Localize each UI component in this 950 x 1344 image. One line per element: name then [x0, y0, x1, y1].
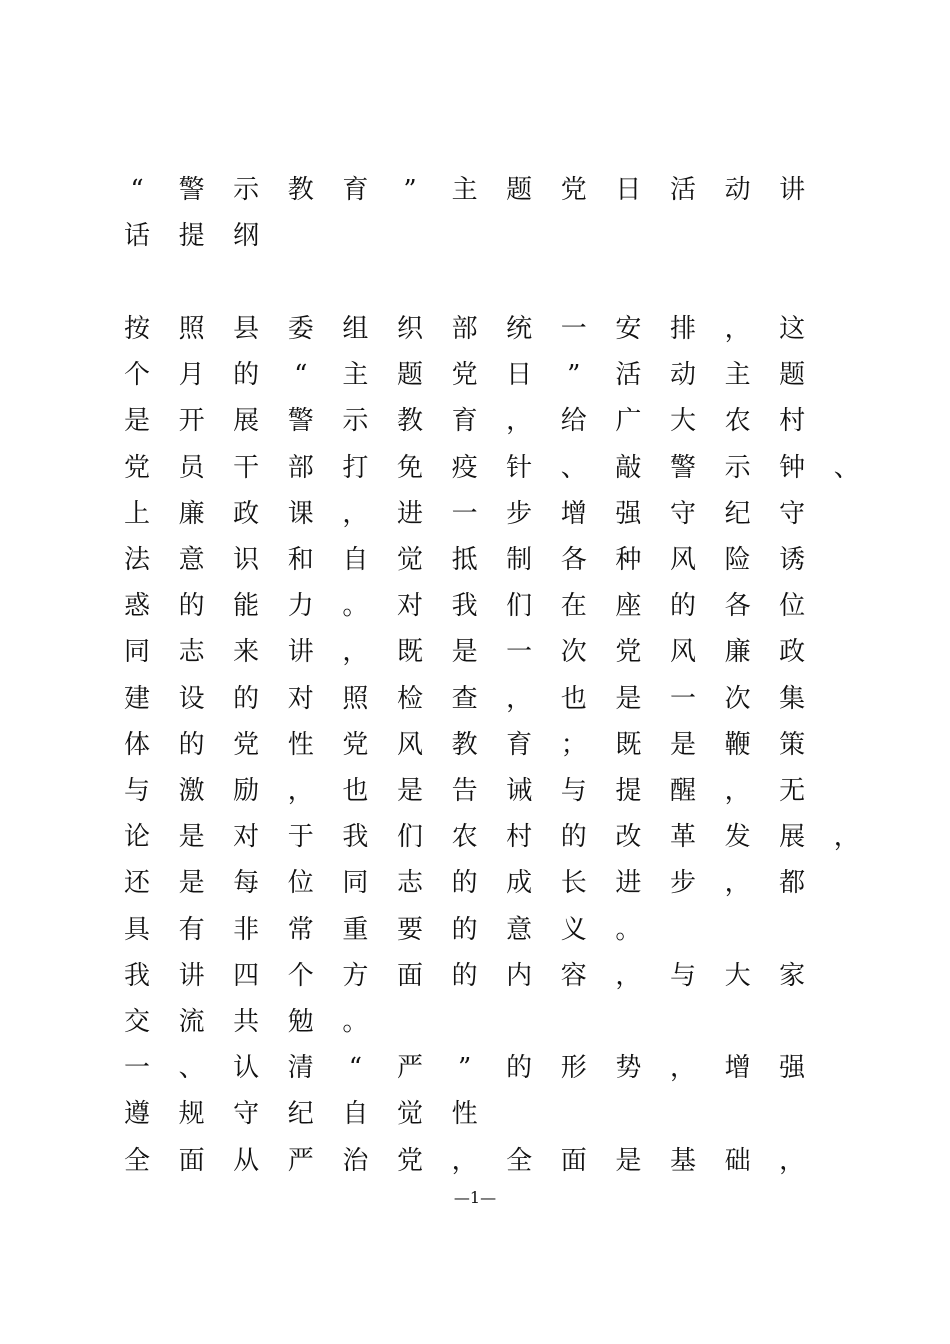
text-glyph: 党 — [123, 452, 150, 483]
text-glyph: 集 — [779, 683, 806, 714]
text-glyph: 县 — [233, 314, 260, 344]
text-glyph: 的 — [233, 360, 260, 391]
text-glyph: 醒 — [669, 776, 696, 806]
text-glyph: 也 — [560, 683, 587, 714]
text-glyph: 成 — [506, 868, 533, 899]
text-glyph: 村 — [779, 406, 806, 437]
text-glyph: 内 — [506, 960, 533, 991]
text-glyph: 大 — [724, 960, 751, 991]
text-glyph: 鞭 — [724, 729, 751, 760]
text-glyph: 惑 — [123, 591, 150, 622]
text-glyph: 与 — [560, 776, 587, 806]
text-glyph: 月 — [178, 360, 205, 391]
text-glyph: 全 — [123, 1145, 150, 1176]
text-glyph: 疫 — [451, 452, 478, 483]
text-glyph: 。 — [342, 1007, 369, 1037]
text-glyph: 非 — [233, 914, 260, 945]
text-glyph: 与 — [669, 960, 696, 991]
text-glyph: 个 — [287, 960, 314, 991]
body-line — [0, 1094, 950, 1134]
text-glyph: 无 — [779, 776, 806, 806]
text-glyph: 。 — [342, 591, 369, 622]
text-glyph: 同 — [123, 637, 150, 668]
text-glyph: 面 — [560, 1145, 587, 1176]
text-glyph: 免 — [396, 452, 423, 483]
text-glyph: 风 — [669, 637, 696, 668]
text-glyph: 廉 — [724, 637, 751, 668]
text-glyph: ， — [724, 776, 751, 806]
text-glyph: 农 — [724, 406, 751, 437]
text-glyph: 育 — [451, 406, 478, 437]
text-glyph: 从 — [233, 1145, 260, 1176]
text-glyph: 的 — [451, 914, 478, 945]
text-glyph: 给 — [560, 406, 587, 437]
text-glyph: 力 — [287, 591, 314, 622]
text-glyph: 觉 — [396, 545, 423, 575]
text-glyph: ” — [457, 1053, 472, 1084]
text-glyph: 风 — [396, 729, 423, 760]
text-glyph: 势 — [615, 1053, 642, 1084]
text-glyph: 的 — [669, 591, 696, 622]
text-glyph: 员 — [178, 452, 205, 483]
text-glyph: 委 — [287, 314, 314, 344]
text-glyph: 体 — [123, 729, 150, 760]
text-glyph: 告 — [451, 776, 478, 806]
text-glyph: 进 — [615, 868, 642, 899]
text-glyph: 严 — [396, 1053, 423, 1084]
body-line — [0, 817, 950, 857]
text-glyph: 革 — [669, 822, 696, 853]
title-line — [0, 170, 950, 210]
text-glyph: 强 — [615, 498, 642, 529]
text-glyph: 干 — [233, 452, 260, 483]
text-glyph: 意 — [506, 914, 533, 945]
text-glyph: 自 — [342, 1099, 369, 1130]
text-glyph: 上 — [123, 498, 150, 529]
text-glyph: “ — [294, 360, 308, 391]
text-glyph: 清 — [287, 1053, 314, 1084]
body-line — [0, 679, 950, 719]
text-glyph: 题 — [396, 360, 423, 391]
body-line — [0, 956, 950, 996]
text-glyph: 座 — [615, 591, 642, 622]
text-glyph: 对 — [233, 822, 260, 853]
text-glyph: 种 — [615, 545, 642, 575]
text-glyph: 。 — [615, 914, 642, 945]
text-glyph: 日 — [506, 360, 533, 391]
text-glyph: 查 — [451, 683, 478, 714]
body-line — [0, 401, 950, 441]
text-glyph: 部 — [287, 452, 314, 483]
text-glyph: “ — [130, 175, 144, 205]
text-glyph: 一 — [123, 1053, 150, 1084]
text-glyph: 的 — [178, 729, 205, 760]
text-glyph: 意 — [178, 545, 205, 575]
text-glyph: 在 — [560, 591, 587, 622]
text-glyph: 风 — [669, 545, 696, 575]
text-glyph: 同 — [342, 868, 369, 899]
text-glyph: 常 — [287, 914, 314, 945]
text-glyph: 育 — [506, 729, 533, 760]
text-glyph: 纲 — [233, 221, 260, 251]
text-glyph: 是 — [615, 1145, 642, 1176]
text-glyph: 基 — [669, 1145, 696, 1176]
text-glyph: 部 — [451, 314, 478, 344]
text-glyph: 次 — [560, 637, 587, 668]
text-glyph: 日 — [615, 175, 642, 205]
text-glyph: 的 — [178, 591, 205, 622]
text-glyph: ， — [342, 637, 369, 668]
text-glyph: 容 — [560, 960, 587, 991]
text-glyph: 面 — [396, 960, 423, 991]
text-glyph: 政 — [233, 498, 260, 529]
text-glyph: ， — [833, 822, 860, 853]
text-glyph: 题 — [506, 175, 533, 205]
body-line — [0, 725, 950, 765]
text-glyph: 育 — [342, 175, 369, 205]
text-glyph: 和 — [287, 545, 314, 575]
text-glyph: 展 — [233, 406, 260, 437]
text-glyph: 增 — [560, 498, 587, 529]
text-glyph: 认 — [233, 1053, 260, 1084]
page-number: —1— — [453, 1188, 497, 1207]
text-glyph: 严 — [287, 1145, 314, 1176]
text-glyph: 是 — [178, 822, 205, 853]
text-glyph: 发 — [724, 822, 751, 853]
body-line — [0, 494, 950, 534]
text-glyph: 一 — [451, 498, 478, 529]
text-glyph: 警 — [178, 175, 205, 205]
text-glyph: 活 — [669, 175, 696, 205]
text-glyph: 勉 — [287, 1007, 314, 1037]
text-glyph: 主 — [724, 360, 751, 391]
text-glyph: 励 — [233, 776, 260, 806]
text-glyph: ， — [669, 1053, 696, 1084]
text-glyph: 针 — [506, 452, 533, 483]
text-glyph: 全 — [506, 1145, 533, 1176]
text-glyph: 个 — [123, 360, 150, 391]
text-glyph: 的 — [451, 960, 478, 991]
text-glyph: ， — [724, 868, 751, 899]
title-line — [0, 216, 950, 256]
text-glyph: 示 — [342, 406, 369, 437]
text-glyph: 交 — [123, 1007, 150, 1037]
text-glyph: 开 — [178, 406, 205, 437]
body-line — [0, 1141, 950, 1181]
text-glyph: 遵 — [123, 1099, 150, 1130]
text-glyph: 都 — [779, 868, 806, 899]
text-glyph: 提 — [615, 776, 642, 806]
text-glyph: 村 — [506, 822, 533, 853]
text-glyph: 各 — [560, 545, 587, 575]
text-glyph: 具 — [123, 914, 150, 945]
text-glyph: 进 — [396, 498, 423, 529]
text-glyph: 每 — [233, 868, 260, 899]
text-glyph: 是 — [669, 729, 696, 760]
text-glyph: 安 — [615, 314, 642, 344]
text-glyph: 敲 — [615, 452, 642, 483]
text-glyph: ； — [560, 729, 587, 760]
text-glyph: ， — [506, 683, 533, 714]
text-glyph: 廉 — [178, 498, 205, 529]
text-glyph: ” — [403, 175, 417, 205]
text-glyph: 能 — [233, 591, 260, 622]
text-glyph: 照 — [342, 683, 369, 714]
text-glyph: 四 — [233, 960, 260, 991]
text-glyph: 建 — [123, 683, 150, 714]
text-glyph: ， — [506, 406, 533, 437]
text-glyph: ， — [342, 498, 369, 529]
text-glyph: 自 — [342, 545, 369, 575]
body-line — [0, 771, 950, 811]
text-glyph: ， — [779, 1145, 806, 1176]
text-glyph: 诱 — [779, 545, 806, 575]
text-glyph: 共 — [233, 1007, 260, 1037]
text-glyph: 政 — [779, 637, 806, 668]
text-glyph: 警 — [287, 406, 314, 437]
text-glyph: 论 — [123, 822, 150, 853]
text-glyph: 形 — [560, 1053, 587, 1084]
text-glyph: 长 — [560, 868, 587, 899]
text-glyph: ， — [451, 1145, 478, 1176]
text-glyph: 策 — [779, 729, 806, 760]
text-glyph: 的 — [451, 868, 478, 899]
text-glyph: 既 — [396, 637, 423, 668]
text-glyph: 步 — [669, 868, 696, 899]
text-glyph: 险 — [724, 545, 751, 575]
text-glyph: 一 — [506, 637, 533, 668]
text-glyph: 教 — [396, 406, 423, 437]
text-glyph: 、 — [560, 452, 587, 483]
text-glyph: 示 — [724, 452, 751, 483]
text-glyph: 提 — [178, 221, 205, 251]
text-glyph: 法 — [123, 545, 150, 575]
text-glyph: 是 — [396, 776, 423, 806]
text-glyph: 大 — [669, 406, 696, 437]
text-glyph: 是 — [451, 637, 478, 668]
text-glyph: 农 — [451, 822, 478, 853]
text-glyph: “ — [348, 1053, 363, 1084]
text-glyph: 性 — [451, 1099, 478, 1130]
text-glyph: 主 — [342, 360, 369, 391]
text-glyph: 题 — [779, 360, 806, 391]
text-glyph: 这 — [779, 314, 806, 344]
text-glyph: 步 — [506, 498, 533, 529]
text-glyph: 义 — [560, 914, 587, 945]
body-line — [0, 448, 950, 488]
text-glyph: 广 — [615, 406, 642, 437]
text-glyph: 识 — [233, 545, 260, 575]
text-glyph: 党 — [396, 1145, 423, 1176]
text-glyph: 对 — [396, 591, 423, 622]
text-glyph: 守 — [779, 498, 806, 529]
body-line — [0, 586, 950, 626]
text-glyph: 治 — [342, 1145, 369, 1176]
text-glyph: 性 — [287, 729, 314, 760]
text-glyph: 觉 — [396, 1099, 423, 1130]
text-glyph: 讲 — [287, 637, 314, 668]
text-glyph: 面 — [178, 1145, 205, 1176]
text-glyph: 来 — [233, 637, 260, 668]
text-glyph: 与 — [123, 776, 150, 806]
text-glyph: ， — [724, 314, 751, 344]
text-glyph: 的 — [233, 683, 260, 714]
text-glyph: 重 — [342, 914, 369, 945]
text-glyph: 的 — [560, 822, 587, 853]
text-glyph: 位 — [779, 591, 806, 622]
text-glyph: 抵 — [451, 545, 478, 575]
text-glyph: 还 — [123, 868, 150, 899]
text-glyph: ” — [567, 360, 581, 391]
body-line — [0, 355, 950, 395]
text-glyph: 党 — [615, 637, 642, 668]
text-glyph: 位 — [287, 868, 314, 899]
text-glyph: 是 — [615, 683, 642, 714]
text-glyph: 志 — [178, 637, 205, 668]
text-glyph: 我 — [123, 960, 150, 991]
text-glyph: 、 — [833, 452, 860, 483]
text-glyph: 既 — [615, 729, 642, 760]
body-line — [0, 309, 950, 349]
text-glyph: 教 — [451, 729, 478, 760]
text-glyph: 要 — [396, 914, 423, 945]
text-glyph: 流 — [178, 1007, 205, 1037]
text-glyph: 也 — [342, 776, 369, 806]
text-glyph: 的 — [506, 1053, 533, 1084]
text-glyph: 有 — [178, 914, 205, 945]
text-glyph: 党 — [451, 360, 478, 391]
text-glyph: 警 — [669, 452, 696, 483]
text-glyph: 纪 — [287, 1099, 314, 1130]
text-glyph: 方 — [342, 960, 369, 991]
text-glyph: 增 — [724, 1053, 751, 1084]
text-glyph: 动 — [724, 175, 751, 205]
text-glyph: 次 — [724, 683, 751, 714]
text-glyph: 诫 — [506, 776, 533, 806]
text-glyph: 展 — [779, 822, 806, 853]
text-glyph: 、 — [178, 1053, 205, 1084]
text-glyph: 一 — [669, 683, 696, 714]
text-glyph: 教 — [287, 175, 314, 205]
text-glyph: 党 — [233, 729, 260, 760]
text-glyph: 我 — [342, 822, 369, 853]
text-glyph: 守 — [669, 498, 696, 529]
text-glyph: 一 — [560, 314, 587, 344]
text-glyph: 示 — [233, 175, 260, 205]
text-glyph: 讲 — [779, 175, 806, 205]
text-glyph: 们 — [506, 591, 533, 622]
text-glyph: 织 — [396, 314, 423, 344]
text-glyph: 钟 — [779, 452, 806, 483]
text-glyph: 排 — [669, 314, 696, 344]
text-glyph: 纪 — [724, 498, 751, 529]
text-glyph: 改 — [615, 822, 642, 853]
text-glyph: 各 — [724, 591, 751, 622]
text-glyph: 主 — [451, 175, 478, 205]
body-line — [0, 540, 950, 580]
text-glyph: ， — [287, 776, 314, 806]
text-glyph: 家 — [779, 960, 806, 991]
body-line — [0, 910, 950, 950]
text-glyph: 党 — [560, 175, 587, 205]
text-glyph: 课 — [287, 498, 314, 529]
text-glyph: 守 — [233, 1099, 260, 1130]
text-glyph: 规 — [178, 1099, 205, 1130]
text-glyph: 讲 — [178, 960, 205, 991]
text-glyph: 照 — [178, 314, 205, 344]
text-glyph: 础 — [724, 1145, 751, 1176]
text-glyph: 话 — [123, 221, 150, 251]
text-glyph: 于 — [287, 822, 314, 853]
text-glyph: 制 — [506, 545, 533, 575]
text-glyph: 打 — [342, 452, 369, 483]
text-glyph: 强 — [779, 1053, 806, 1084]
text-glyph: 对 — [287, 683, 314, 714]
text-glyph: 党 — [342, 729, 369, 760]
text-glyph: 激 — [178, 776, 205, 806]
text-glyph: 统 — [506, 314, 533, 344]
text-glyph: 组 — [342, 314, 369, 344]
text-glyph: 动 — [669, 360, 696, 391]
text-glyph: 是 — [178, 868, 205, 899]
body-line — [0, 1048, 950, 1088]
text-glyph: ， — [615, 960, 642, 991]
text-glyph: 按 — [123, 314, 150, 344]
text-glyph: 设 — [178, 683, 205, 714]
text-glyph: 我 — [451, 591, 478, 622]
text-glyph: 是 — [123, 406, 150, 437]
text-glyph: 活 — [615, 360, 642, 391]
body-line — [0, 632, 950, 672]
body-line — [0, 1002, 950, 1042]
text-glyph: 检 — [396, 683, 423, 714]
text-glyph: 志 — [396, 868, 423, 899]
body-line — [0, 863, 950, 903]
text-glyph: 们 — [396, 822, 423, 853]
